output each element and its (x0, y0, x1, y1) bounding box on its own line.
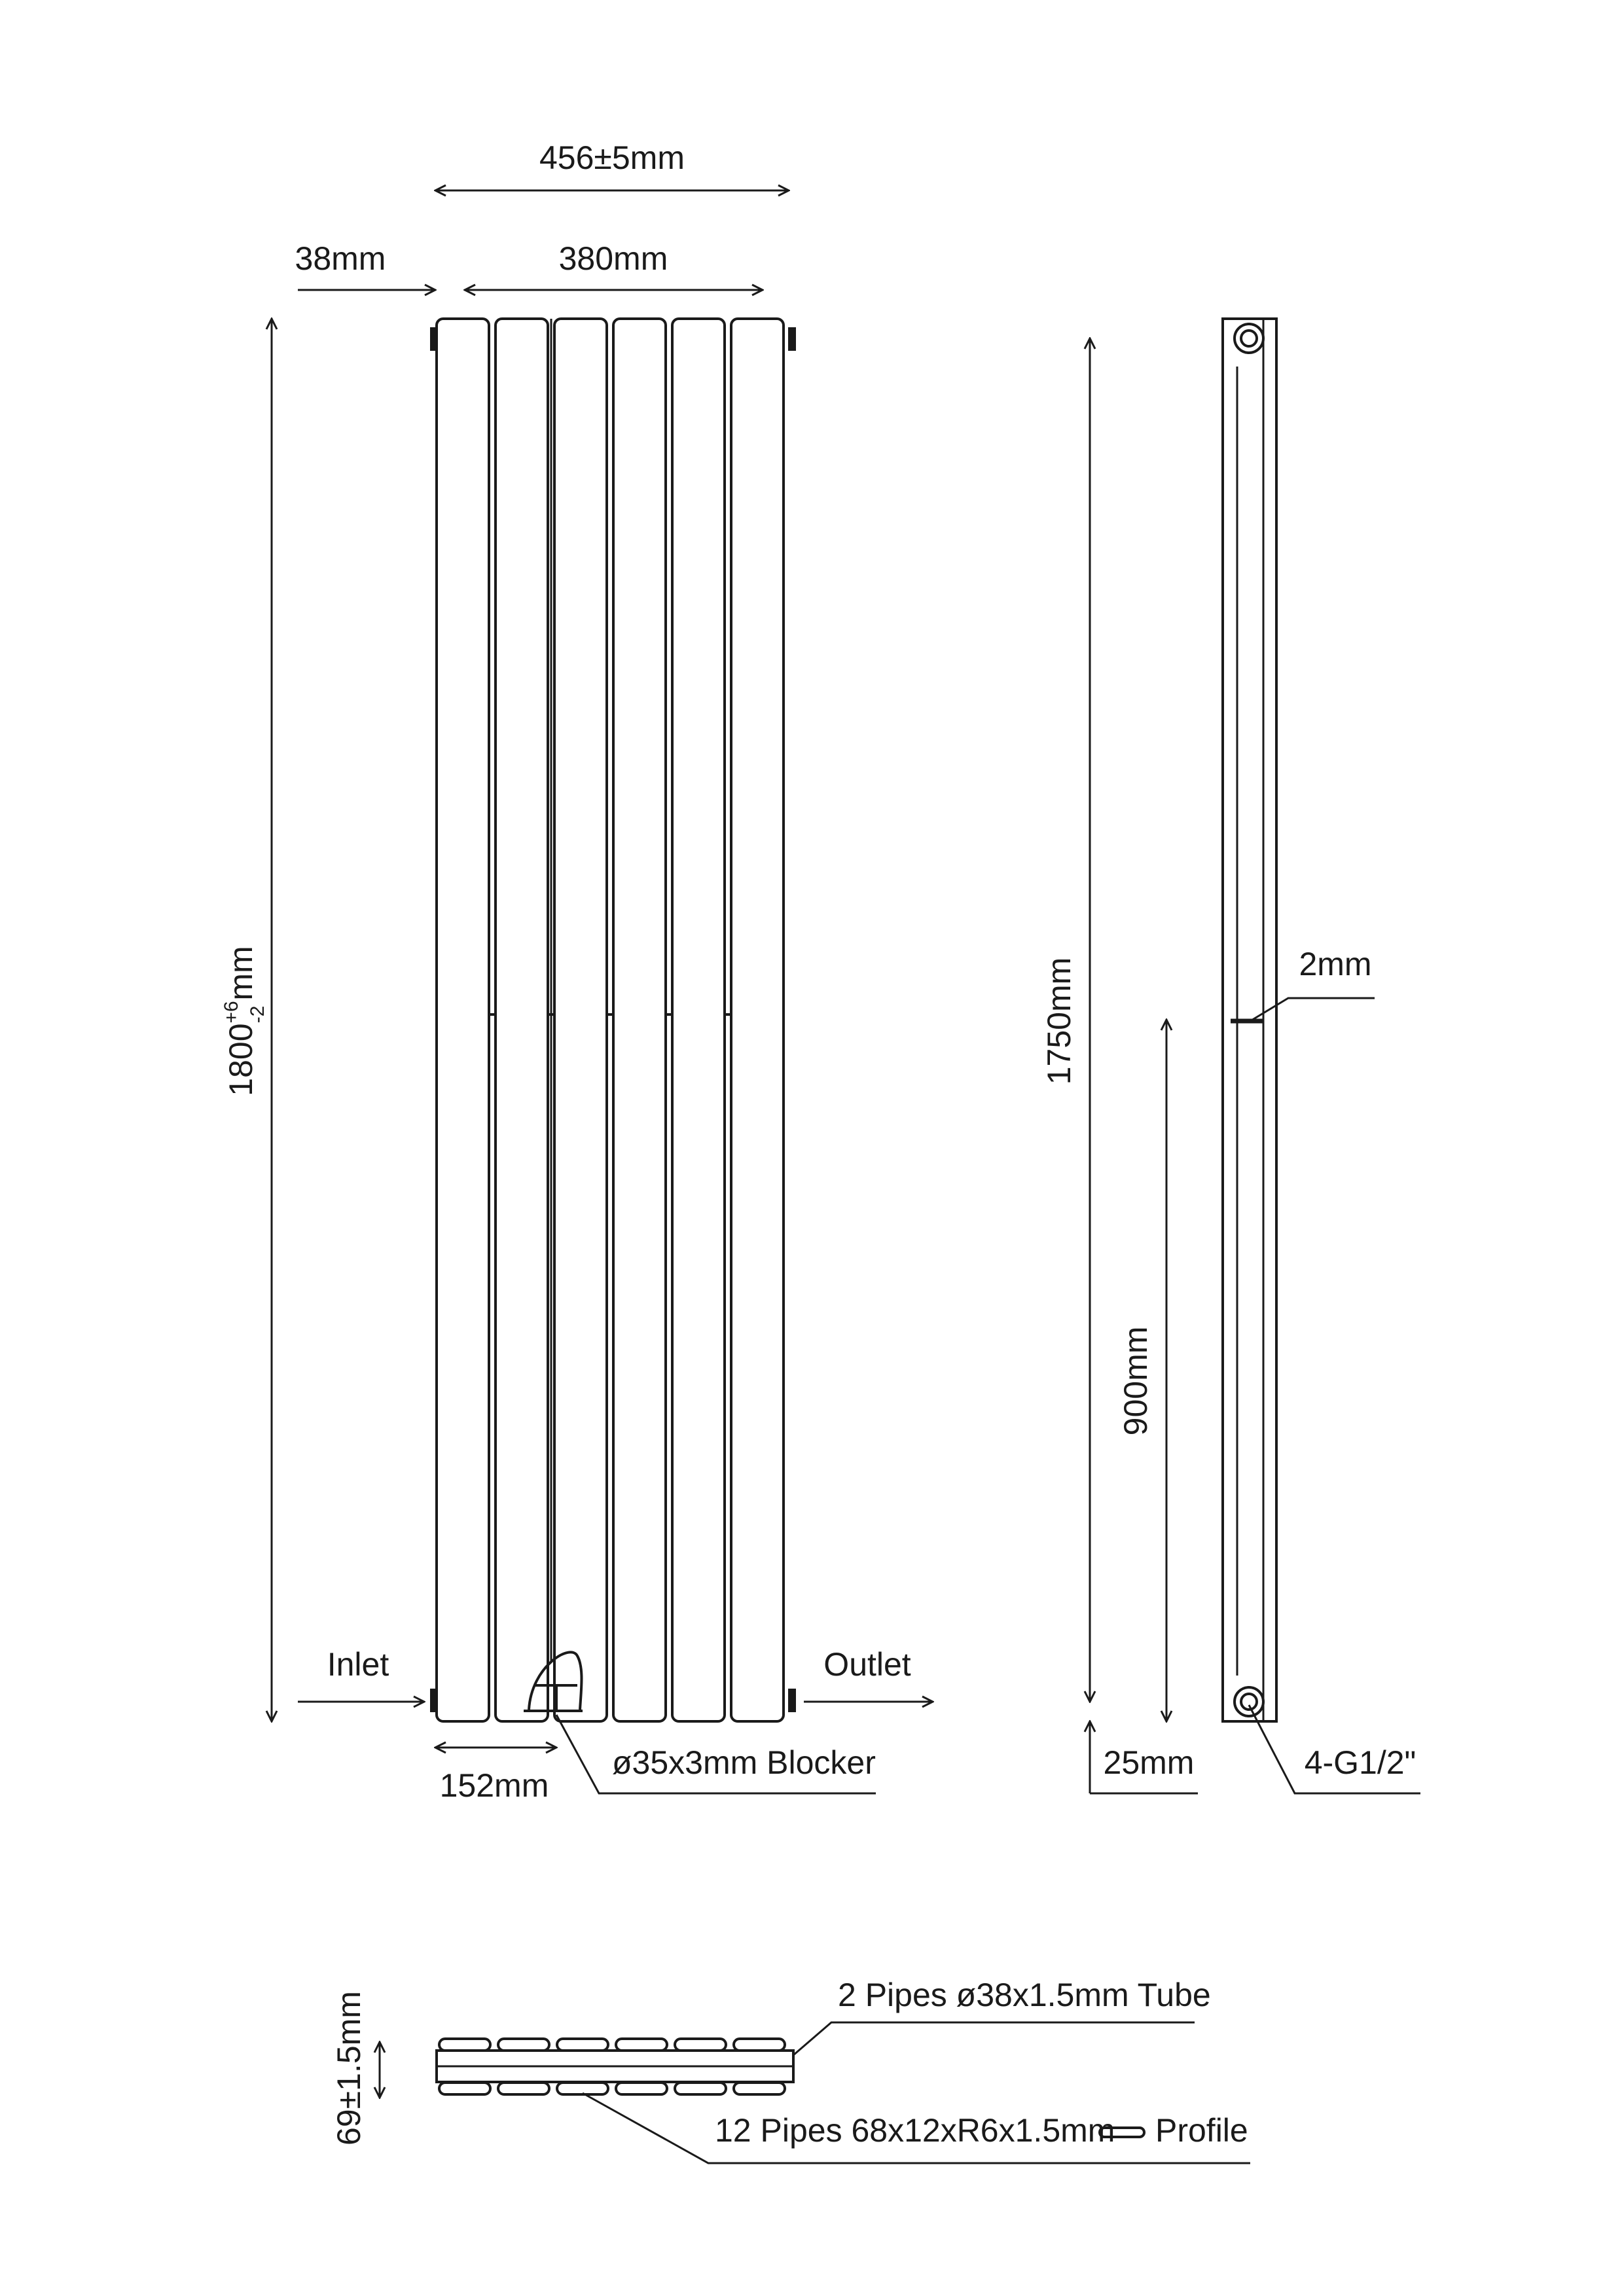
bottom-profile-row (439, 2083, 785, 2094)
blocker-label: ø35x3mm Blocker (612, 1744, 876, 1781)
top-profile-row (439, 2039, 785, 2051)
bottom-offset-label: 25mm (1103, 1744, 1195, 1781)
panel-column (731, 319, 784, 1721)
panel-column (672, 319, 725, 1721)
panel-column (554, 319, 607, 1721)
profile-suffix-label: Profile (1155, 2112, 1248, 2149)
profile-section (439, 2083, 490, 2094)
overall-height-label (221, 946, 268, 1096)
tube-leader-line (793, 2022, 1195, 2055)
height-tolerance-minus: -2 (247, 1005, 268, 1024)
pipe-centers-label: 1750mm (1041, 957, 1077, 1085)
height-tolerance-plus: +6 (221, 1001, 242, 1024)
inlet-label: Inlet (327, 1646, 389, 1683)
profile-section (734, 2083, 785, 2094)
top-right-connection (788, 327, 796, 351)
profile-section (675, 2039, 726, 2051)
side-offset-label: 38mm (295, 240, 386, 277)
radiator-panels (437, 319, 784, 1721)
profile-label: 12 Pipes 68x12xR6x1.5mm (715, 2112, 1115, 2149)
panel-width-label: 380mm (558, 240, 668, 277)
profile-section (675, 2083, 726, 2094)
profile-section (498, 2039, 549, 2051)
profile-section (557, 2039, 608, 2051)
profile-section (498, 2083, 549, 2094)
profile-section (734, 2039, 785, 2051)
side-view (1041, 319, 1420, 1793)
profile-section (557, 2083, 608, 2094)
profile-section (439, 2039, 490, 2051)
outlet-label: Outlet (823, 1646, 911, 1683)
bottom-right-connection (788, 1689, 796, 1712)
gap-label: 2mm (1299, 946, 1372, 982)
profile-section (616, 2083, 667, 2094)
tube-label: 2 Pipes ø38x1.5mm Tube (838, 1977, 1211, 2013)
section-view (331, 1977, 1250, 2163)
profile-section (616, 2039, 667, 2051)
bottom-offset-label: 152mm (439, 1767, 549, 1804)
connections-label: 4-G1/2" (1304, 1744, 1416, 1781)
height-unit: mm (223, 946, 259, 1001)
height-main-value: 1800 (223, 1023, 259, 1096)
depth-label: 69±1.5mm (331, 1991, 367, 2145)
panel-column (437, 319, 489, 1721)
front-view (221, 139, 933, 1804)
panel-column (613, 319, 666, 1721)
overall-width-label: 456±5mm (539, 139, 685, 176)
panel-column (496, 319, 548, 1721)
mid-height-label: 900mm (1117, 1326, 1154, 1436)
